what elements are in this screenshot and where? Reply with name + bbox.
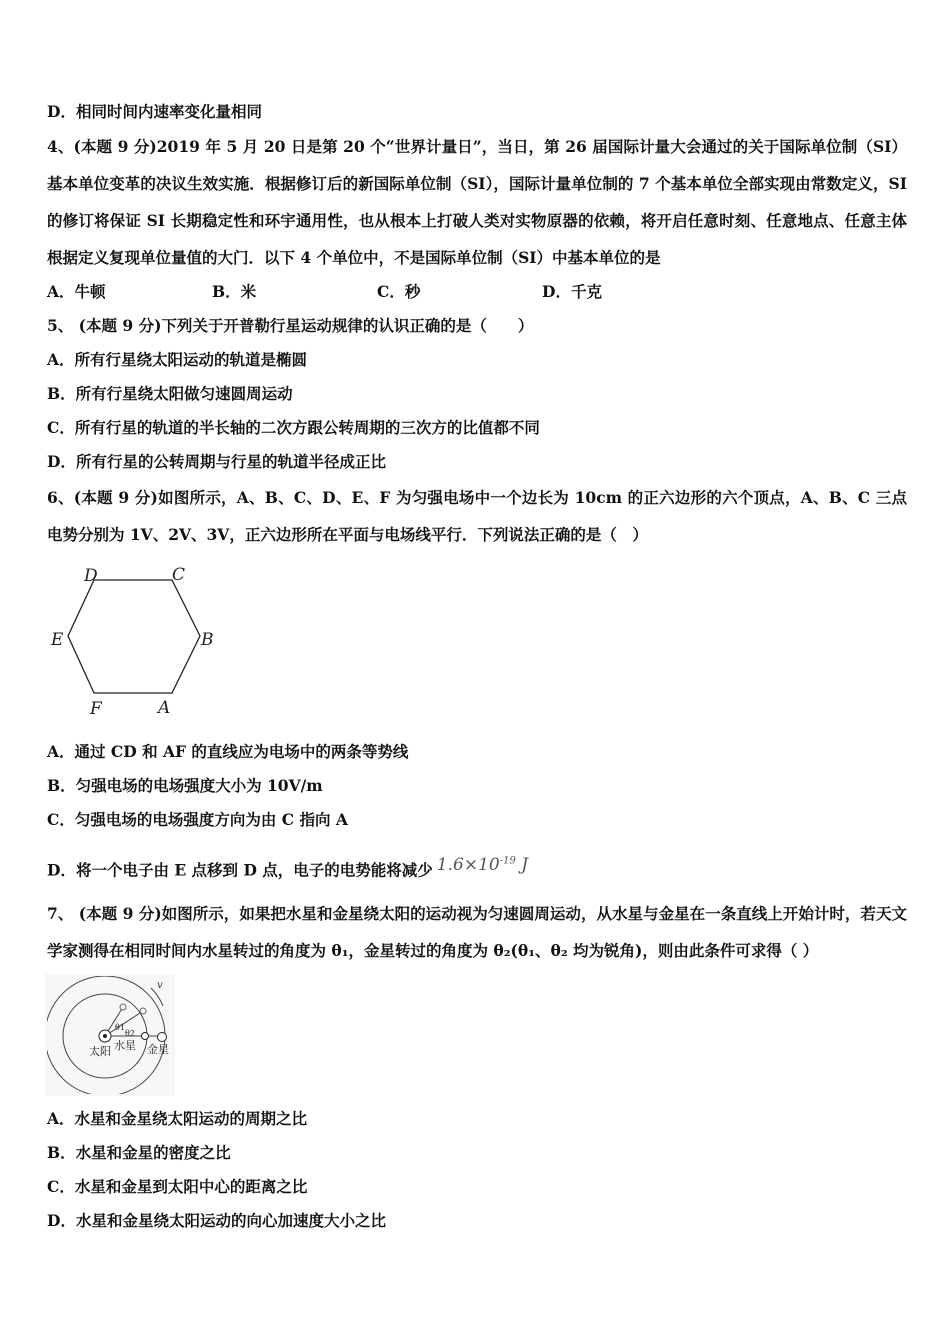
- q4-option-a: A．牛顿: [47, 282, 106, 301]
- q5-stem: 5、 (本题 9 分)下列关于开普勒行星运动规律的认识正确的是（ ）: [47, 316, 534, 335]
- theta1-label: θ1: [115, 1023, 125, 1032]
- mercury-icon: [142, 1033, 149, 1040]
- vertex-label-b: B: [201, 630, 214, 650]
- q7-option-b: B．水星和金星的密度之比: [47, 1143, 231, 1162]
- q6-option-b: B．匀强电场的电场强度大小为 10V/m: [47, 776, 323, 795]
- sun-label: 太阳: [89, 1045, 111, 1058]
- q7-option-a: A．水星和金星绕太阳运动的周期之比: [47, 1109, 308, 1128]
- energy-value: $1.6\times 10^{-19}$ J: [436, 854, 529, 875]
- venus-label: 金星: [147, 1043, 169, 1056]
- velocity-label: v: [157, 980, 163, 991]
- q5-option-b: B．所有行星绕太阳做匀速圆周运动: [47, 384, 293, 403]
- q6-option-c: C．匀强电场的电场强度方向为由 C 指向 A: [47, 810, 348, 829]
- q6-stem: 6、(本题 9 分)如图所示，A、B、C、D、E、F 为匀强电场中一个边长为 10cm 的正六边形的六个顶点，A、B、C 三点电势分别为 1V、2V、3V，正六边形所在平面与电场线平行．下列说法正确的是（ ）: [47, 488, 907, 544]
- hexagon-shape: [68, 580, 200, 693]
- q7-stem: 7、 (本题 9 分)如图所示，如果把水星和金星绕太阳的运动视为匀速圆周运动，从水星与金星在一条直线上开始计时，若天文学家测得在相同时间内水星转过的角度为 θ₁，金星转过的角度为 θ₂(θ₁、θ₂ 均为锐角)，则由此条件可求得（ ）: [47, 904, 907, 960]
- q7-option-d: D．水星和金星绕太阳运动的向心加速度大小之比: [47, 1211, 386, 1230]
- q4-option-c: C．秒: [377, 282, 421, 301]
- q5-option-c: C．所有行星的轨道的半长轴的二次方跟公转周期的三次方的比值都不同: [47, 418, 540, 437]
- q6-option-d-text: D．将一个电子由 E 点移到 D 点，电子的电势能将减少: [47, 860, 433, 880]
- q7-option-c: C．水星和金星到太阳中心的距离之比: [47, 1177, 308, 1196]
- q6-option-d: [47, 854, 529, 881]
- q4-option-d: D．千克: [542, 282, 602, 301]
- venus-icon: [158, 1033, 167, 1042]
- q4-option-b: B．米: [212, 282, 257, 301]
- vertex-label-a: A: [158, 698, 171, 718]
- q3-option-d: D．相同时间内速率变化量相同: [47, 102, 262, 121]
- vertex-label-e: E: [51, 630, 64, 650]
- q5-option-d: D．所有行星的公转周期与行星的轨道半径成正比: [47, 452, 386, 471]
- q4-stem: 4、(本题 9 分)2019 年 5 月 20 日是第 20 个“世界计量日”，当日，第 26 届国际计量大会通过的关于国际单位制（SI）基本单位变革的决议生效实施．根据修订后的新国际单位制（SI），国际计量单位制的 7 个基本单位全部实现由常数定义，SI 的修订将保证 SI 长期稳定性和环宇通用性，也从根本上打破人类对实物原器的依赖，将开启任意时刻、任意地点、任意主体根据定义复现单位量值的大门．以下 4 个单位中，不是国际单位制（SI）中基本单位的是: [47, 137, 907, 267]
- vertex-label-c: C: [172, 565, 186, 585]
- hexagon-figure: [44, 560, 234, 722]
- q6-option-a: A．通过 CD 和 AF 的直线应为电场中的两条等势线: [47, 742, 409, 761]
- orbit-figure: [45, 974, 175, 1096]
- q5-option-a: A．所有行星绕太阳运动的轨道是椭圆: [47, 350, 308, 369]
- q4-options: [47, 282, 707, 302]
- theta2-label: θ2: [125, 1029, 135, 1038]
- vertex-label-f: F: [90, 699, 102, 719]
- vertex-label-d: D: [84, 566, 98, 586]
- mercury-label: 水星: [114, 1039, 136, 1052]
